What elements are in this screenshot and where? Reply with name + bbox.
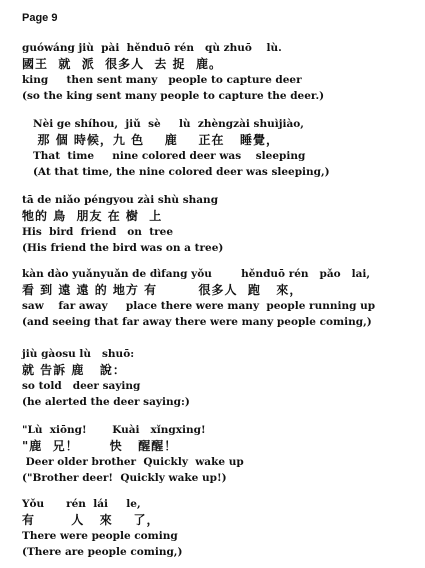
stanza-5 [22, 346, 417, 410]
stanza-3 [22, 192, 417, 256]
chinese-line: 那 個 時候，九 色 鹿 正在 睡覺， [22, 133, 280, 147]
chinese-line: 牠的 鳥 朋友 在 樹 上 [22, 209, 163, 223]
stanza-2 [22, 116, 417, 180]
translation-line: (and seeing that far away there were many people coming,) [22, 316, 372, 328]
english-line: Deer older brother Quickly wake up [22, 456, 244, 468]
chinese-line: 國王 就 派 很多人 去 捉 鹿。 [22, 57, 222, 71]
chinese-line: 看 到 遠 遠 的 地方 有 很多人 跑 來， [22, 283, 303, 297]
translation-line: (so the king sent many people to capture the deer.) [22, 90, 325, 102]
translation-line: ("Brother deer! Quickly wake up!) [22, 472, 227, 484]
stanza-1 [22, 40, 417, 104]
pinyin-line: jiù gàosu lù shuō: [22, 348, 135, 360]
page-number: Page 9 [22, 12, 58, 24]
translation-line: (There are people coming,) [22, 546, 183, 558]
english-line: His bird friend on tree [22, 226, 173, 238]
pinyin-line: guówáng jiù pài hěnduō rén qù zhuō lù. [22, 42, 282, 54]
translation-line: (At that time, the nine colored deer was sleeping,) [22, 166, 330, 178]
stanza-6 [22, 422, 417, 486]
english-line: There were people coming [22, 530, 178, 542]
pinyin-line: Nèi ge shíhou, jiǔ sè lù zhèngzài shuìjiào, [22, 118, 304, 130]
chinese-line: "鹿 兄！ 快 醒醒！ [22, 439, 178, 453]
translation-line: (he alerted the deer saying:) [22, 396, 190, 408]
english-line: so told deer saying [22, 380, 141, 392]
pinyin-line: tā de niǎo péngyou zài shù shang [22, 194, 219, 206]
translation-line: (His friend the bird was on a tree) [22, 242, 224, 254]
english-line: king then sent many people to capture deer [22, 74, 302, 86]
chinese-line: 就 告訴 鹿 說： [22, 363, 126, 377]
stanza-7 [22, 496, 417, 560]
pinyin-line: "Lù xiōng! Kuài xǐngxing! [22, 424, 206, 436]
english-line: saw far away place there were many people running up [22, 300, 376, 312]
pinyin-line: Yǒu rén lái le, [22, 498, 141, 510]
english-line: That time nine colored deer was sleeping [22, 150, 306, 162]
pinyin-line: kàn dào yuǎnyuǎn de dìfang yǒu hěnduō rén pǎo lai, [22, 268, 371, 280]
chinese-line: 有 人 來 了， [22, 513, 160, 527]
stanza-4 [22, 266, 417, 330]
